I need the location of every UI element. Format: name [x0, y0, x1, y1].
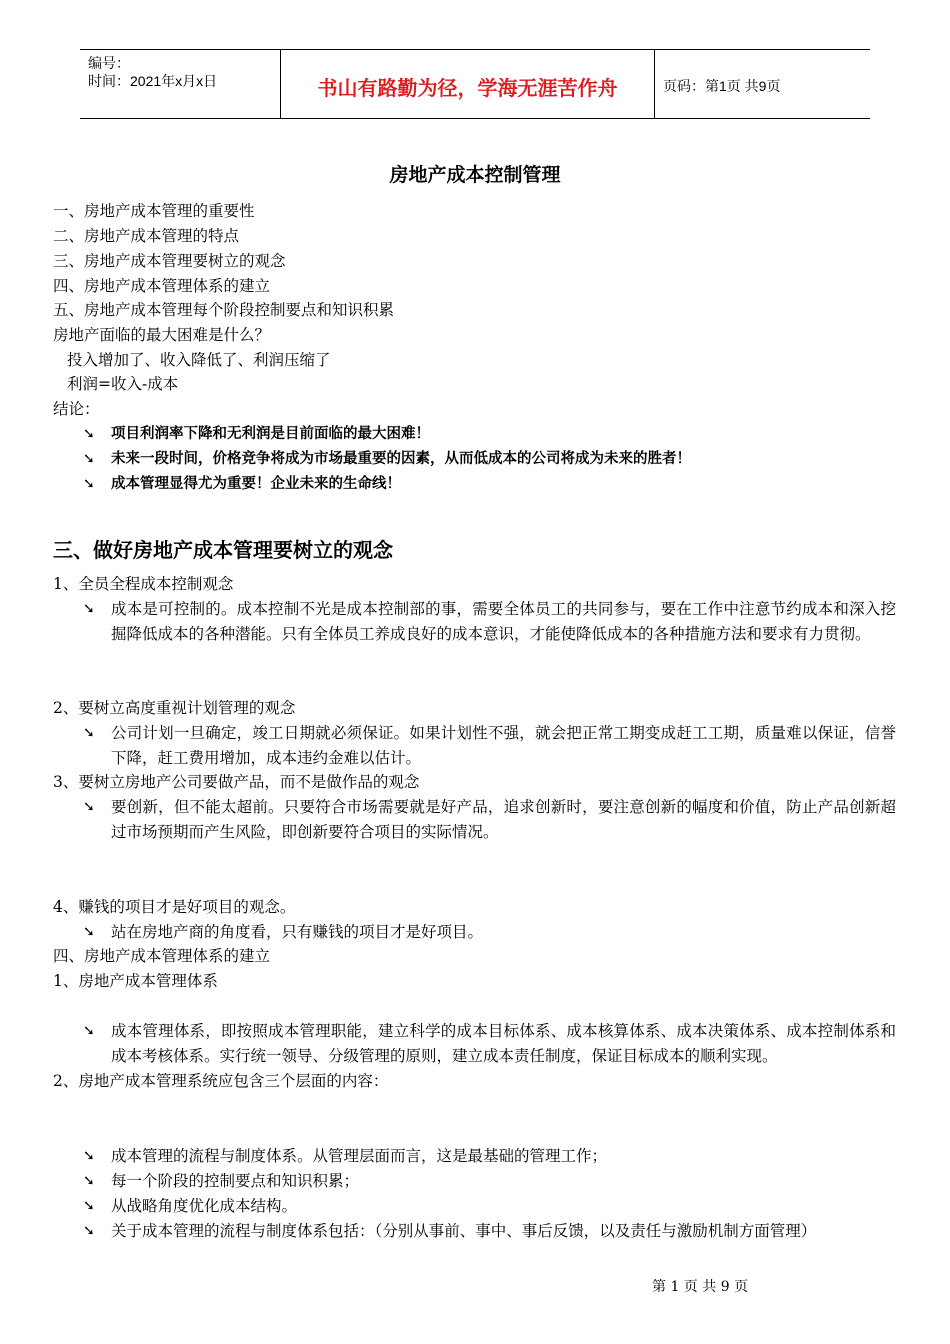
arrow-bullet-icon: ➘ [83, 924, 95, 940]
toc-item: 一、房地产成本管理的重要性 [53, 202, 255, 220]
document-title: 房地产成本控制管理 [389, 164, 561, 186]
doc-number-label: 编号： [88, 55, 130, 71]
list-item: 每一个阶段的控制要点和知识积累； [111, 1172, 360, 1190]
subsection-title: 1、房地产成本管理体系 [53, 972, 218, 990]
arrow-bullet-icon: ➘ [83, 799, 95, 815]
arrow-bullet-icon: ➘ [83, 1223, 95, 1239]
toc-item: 四、房地产成本管理体系的建立 [53, 277, 271, 295]
list-item: 从战略角度优化成本结构。 [111, 1197, 298, 1215]
arrow-bullet-icon: ➘ [83, 1023, 95, 1039]
arrow-bullet-icon: ➘ [83, 476, 95, 492]
arrow-bullet-icon: ➘ [83, 451, 95, 467]
concept-title: 3、要树立房地产公司要做产品，而不是做作品的观念 [53, 773, 420, 791]
header-page-cell [655, 50, 870, 118]
arrow-bullet-icon: ➘ [83, 1198, 95, 1214]
arrow-bullet-icon: ➘ [83, 426, 95, 442]
page-header [80, 49, 870, 119]
header-info-cell [80, 50, 281, 118]
list-item: 关于成本管理的流程与制度体系包括：（分别从事前、事中、事后反馈，以及责任与激励机制方面管理） [111, 1222, 817, 1240]
arrow-bullet-icon: ➘ [83, 1173, 95, 1189]
concept-text: 站在房地产商的角度看，只有赚钱的项目才是好项目。 [111, 923, 484, 941]
page-code: 页码：第1页 共9页 [663, 78, 781, 94]
conclusion-item: 未来一段时间，价格竞争将成为市场最重要的因素，从而低成本的公司将成为未来的胜者！ [111, 451, 691, 467]
formula-text: 利润=收入-成本 [67, 375, 179, 393]
subsection-text: 成本管理体系，即按照成本管理职能，建立科学的成本目标体系、成本核算体系、成本决策体系、成本控制体系和成本考核体系。实行统一领导、分级管理的原则，建立成本责任制度，保证目标成本的顺利实现。 [111, 1022, 896, 1065]
toc-item: 三、房地产成本管理要树立的观念 [53, 252, 286, 270]
motto-text: 书山有路勤为径，学海无涯苦作舟 [317, 76, 618, 100]
section-heading: 三、做好房地产成本管理要树立的观念 [53, 538, 393, 562]
doc-time-label: 时间：2021年x月x日 [88, 73, 218, 89]
subsection-title: 2、房地产成本管理系统应包含三个层面的内容： [53, 1072, 389, 1090]
conclusion-label: 结论： [53, 400, 100, 418]
concept-title: 2、要树立高度重视计划管理的观念 [53, 699, 296, 717]
concept-title: 4、赚钱的项目才是好项目的观念。 [53, 898, 296, 916]
concept-text: 成本是可控制的。成本控制不光是成本控制部的事，需要全体员工的共同参与，要在工作中注意节约成本和深入挖掘降低成本的各种潜能。只有全体员工养成良好的成本意识，才能使降低成本的各种措施方法和要求有力贯彻。 [111, 600, 896, 643]
page-footer: 第 1 页 共 9 页 [652, 1279, 749, 1295]
arrow-bullet-icon: ➘ [83, 725, 95, 741]
toc-item: 五、房地产成本管理每个阶段控制要点和知识积累 [53, 301, 395, 319]
concept-text: 要创新，但不能太超前。只要符合市场需要就是好产品，追求创新时，要注意创新的幅度和价值，防止产品创新超过市场预期而产生风险，即创新要符合项目的实际情况。 [111, 798, 896, 841]
header-motto-cell [281, 50, 655, 118]
conclusion-item: 项目利润率下降和无利润是目前面临的最大困难！ [111, 426, 430, 442]
arrow-bullet-icon: ➘ [83, 1148, 95, 1164]
toc-item: 二、房地产成本管理的特点 [53, 227, 240, 245]
concept-title: 1、全员全程成本控制观念 [53, 575, 234, 593]
question-text: 房地产面临的最大困难是什么？ [53, 326, 271, 344]
list-item: 成本管理的流程与制度体系。从管理层面而言，这是最基础的管理工作； [111, 1147, 608, 1165]
conclusion-item: 成本管理显得尤为重要！企业未来的生命线！ [111, 476, 401, 492]
section-heading: 四、房地产成本管理体系的建立 [53, 947, 271, 965]
answer-text: 投入增加了、收入降低了、利润压缩了 [67, 351, 331, 369]
concept-text: 公司计划一旦确定，竣工日期就必须保证。如果计划性不强，就会把正常工期变成赶工工期，质量难以保证，信誉下降，赶工费用增加，成本违约金难以估计。 [111, 724, 896, 767]
arrow-bullet-icon: ➘ [83, 601, 95, 617]
